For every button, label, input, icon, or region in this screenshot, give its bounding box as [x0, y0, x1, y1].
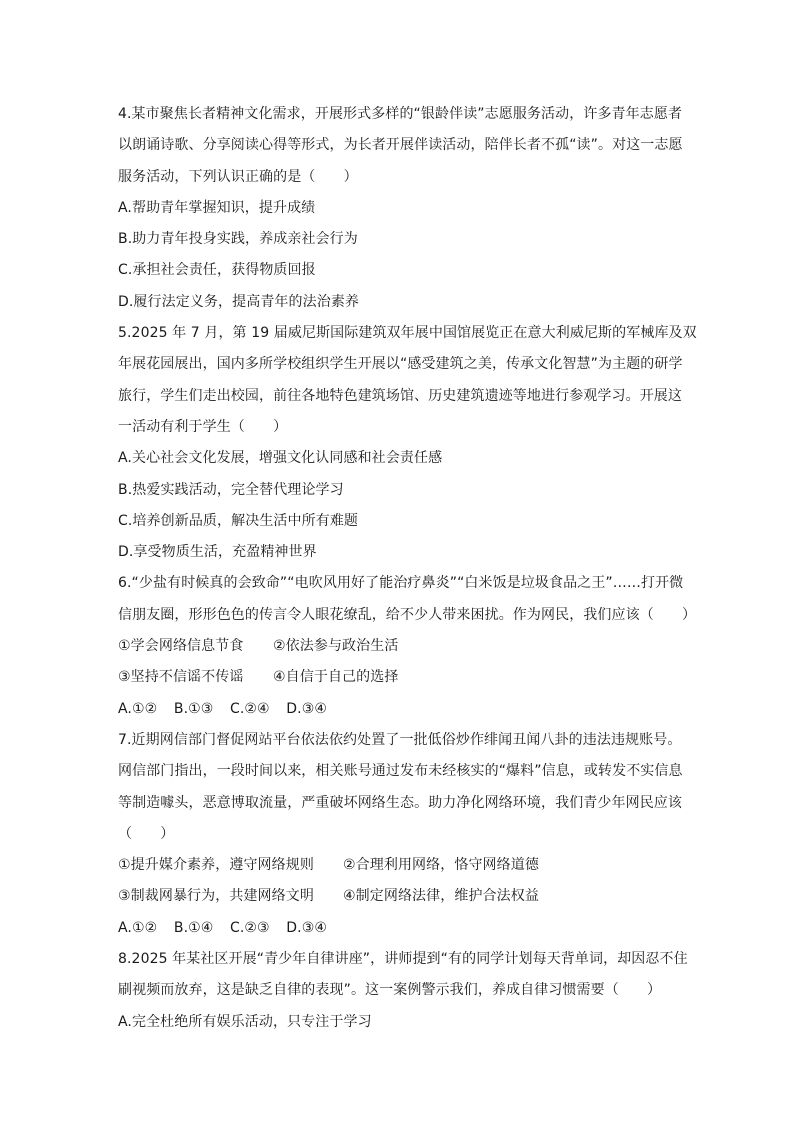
question-7-stem-line-3: 等制造噱头，恶意博取流量，严重破坏网络生态。助力净化网络环境，我们青少年网民应该 [118, 794, 682, 811]
question-5-option-c: C.培养创新品质，解决生活中所有难题 [118, 512, 359, 529]
question-5-stem-line-1: 5.2025 年 7 月，第 19 届威尼斯国际建筑双年展中国馆展览正在意大利威尼斯的军械库及双 [118, 325, 697, 342]
question-7-statement-1: ①提升媒介素养，遵守网络规则 [118, 857, 314, 874]
question-7-statement-3: ③制裁网暴行为，共建网络文明 [118, 888, 314, 905]
question-6-statements-row-2 [118, 662, 684, 693]
question-5-stem-line-4: 一活动有利于学生（ ） [118, 418, 288, 435]
question-4-stem-line-3: 服务活动，下列认识正确的是（ ） [118, 168, 358, 185]
question-4-stem-line-1: 4.某市聚焦长者精神文化需求，开展形式多样的“银龄伴读”志愿服务活动，许多青年志愿者 [118, 106, 683, 122]
question-5-option-a: A.关心社会文化发展，增强文化认同感和社会责任感 [118, 450, 443, 467]
question-5-stem-line-3: 旅行，学生们走出校园，前往各地特色建筑场馆、历史建筑遗迹等地进行参观学习。开展这 [118, 387, 682, 404]
question-content [118, 99, 697, 1038]
question-6 [118, 568, 697, 724]
question-4-option-b: B.助力青年投身实践，养成亲社会行为 [118, 231, 358, 248]
question-5-stem-line-2: 年展花园展出，国内多所学校组织学生开展以“感受建筑之美，传承文化智慧”为主题的研学 [118, 356, 683, 373]
question-6-answer-b: B.①③ [173, 700, 214, 717]
question-7-statements-row-1 [118, 850, 684, 881]
question-6-statements-row-1 [118, 631, 684, 662]
question-7-answer-d: D.③④ [286, 919, 328, 936]
question-7-answer-a: A.①② [118, 919, 158, 936]
question-6-stem-line-1: 6.“少盐有时候真的会致命”“电吹风用好了能治疗鼻炎”“白米饭是垃圾食品之王”……打开微 [118, 575, 684, 592]
question-7-statement-4: ④制定网络法律，维护合法权益 [343, 888, 539, 905]
question-6-stem-line-2: 信朋友圈，形形色色的传言令人眼花缭乱，给不少人带来困扰。作为网民，我们应该（ ） [118, 606, 697, 623]
question-4-option-c: C.承担社会责任，获得物质回报 [118, 262, 316, 279]
question-7-stem-line-1: 7.近期网信部门督促网站平台依法依约处置了一批低俗炒作绯闻丑闻八卦的违法违规账号。 [118, 731, 682, 748]
question-6-answer-d: D.③④ [286, 700, 328, 717]
question-7-stem-line-4: （ ） [118, 825, 175, 842]
question-8-stem-line-2: 刷视频而放弃，这是缺乏自律的表现”。这一案例警示我们，养成自律习惯需要（ ） [118, 982, 662, 999]
question-7-statement-2: ②合理利用网络，恪守网络道德 [343, 857, 539, 874]
question-6-statement-4: ④自信于自己的选择 [273, 669, 399, 686]
question-4-option-d: D.履行法定义务，提高青年的法治素养 [118, 293, 360, 310]
question-4-stem-line-2: 以朗诵诗歌、分享阅读心得等形式，为长者开展伴读活动，陪伴长者不孤“读”。对这一志愿 [118, 137, 683, 154]
question-6-answer-c: C.②④ [229, 700, 270, 717]
question-5 [118, 318, 697, 568]
question-8 [118, 944, 688, 1038]
question-6-answer-a: A.①② [118, 700, 158, 717]
question-7 [118, 725, 684, 944]
question-5-option-d: D.享受物质生活，充盈精神世界 [118, 544, 317, 561]
question-7-answer-c: C.②③ [229, 919, 270, 936]
question-7-answer-b: B.①④ [173, 919, 214, 936]
question-6-statement-1: ①学会网络信息节食 [118, 638, 244, 655]
question-8-option-a: A.完全杜绝所有娱乐活动，只专注于学习 [118, 1013, 372, 1030]
question-7-statements-row-2 [118, 881, 684, 912]
question-4 [118, 99, 684, 318]
question-6-statement-2: ②依法参与政治生活 [273, 638, 399, 655]
question-8-stem-line-1: 8.2025 年某社区开展“青少年自律讲座”，讲师提到“有的同学计划每天背单词，却因忍不住 [118, 951, 688, 968]
question-7-answer-options [118, 913, 684, 944]
question-4-option-a: A.帮助青年掌握知识，提升成绩 [118, 199, 316, 216]
question-5-option-b: B.热爱实践活动，完全替代理论学习 [118, 481, 344, 498]
question-6-statement-3: ③坚持不信谣不传谣 [118, 669, 244, 686]
question-6-answer-options [118, 694, 684, 725]
question-7-stem-line-2: 网信部门指出，一段时间以来，相关账号通过发布未经核实的“爆料”信息，或转发不实信息 [118, 763, 683, 780]
